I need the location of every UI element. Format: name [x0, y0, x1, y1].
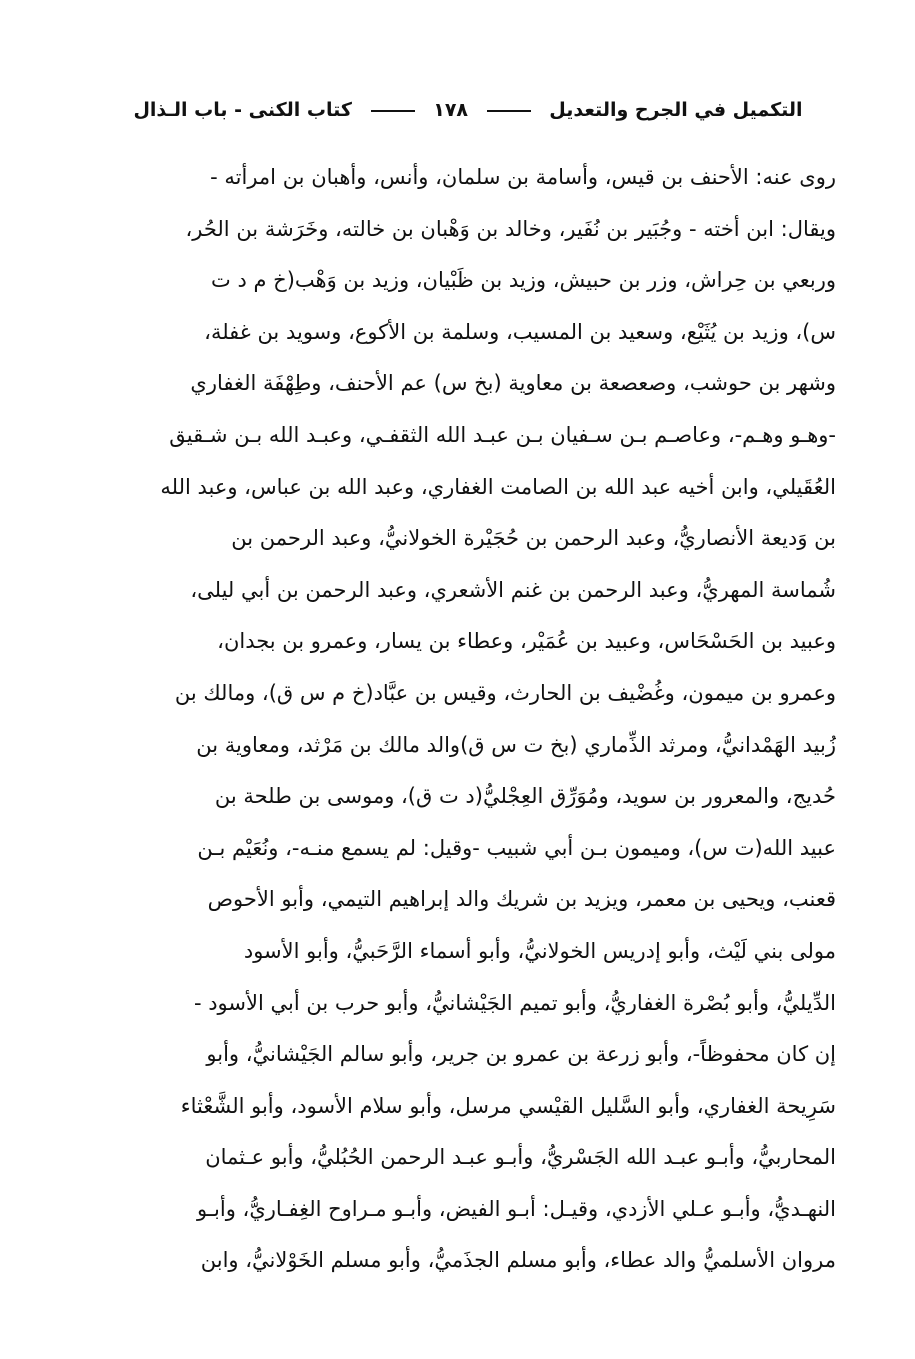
running-header [118, 92, 818, 128]
header-section-title: كتاب الكنى - باب الـذال [133, 99, 352, 121]
text-line: العُقَيلي، وابن أخيه عبد الله بن الصامت الغفاري، وعبد الله بن عباس، وعبد الله [160, 474, 836, 499]
header-dash [487, 110, 531, 112]
text-line: مولى بني لَيْث، وأبو إدريس الخولانيُّ، وأبو أسماء الرَّحَبيُّ، وأبو الأسود [243, 938, 836, 963]
text-line: النهـديُّ، وأبـو عـلي الأزدي، وقيـل: أبـو الفيض، وأبـو مـراوح الغِفـاريُّ، وأبـو [197, 1196, 836, 1221]
text-line: وشهر بن حوشب، وصعصعة بن معاوية (بخ س) عم الأحنف، وطِهْفَة الغفاري [190, 371, 836, 396]
header-book-title: التكميل في الجرح والتعديل [549, 99, 803, 121]
text-line: قعنب، ويحيى بن معمر، ويزيد بن شريك والد إبراهيم التيمي، وأبو الأحوص [207, 887, 836, 912]
text-line: روى عنه: الأحنف بن قيس، وأسامة بن سلمان، وأنس، وأهبان بن امرأته - [210, 165, 836, 189]
text-line: إن كان محفوظاً-، وأبو زرعة بن عمرو بن جرير، وأبو سالم الجَيْشانيُّ، وأبو [206, 1042, 836, 1067]
text-line: وعمرو بن ميمون، وغُضْيف بن الحارث، وقيس بن عبَّاد(خ م س ق)، ومالك بن [174, 680, 836, 705]
text-line: عبيد الله(ت س)، وميمون بـن أبي شبيب -وقيل: لم يسمع منـه-، ونُعَيْم بـن [197, 835, 836, 860]
text-line: ويقال: ابن أخته - وجُبَير بن نُفَير، وخالد بن وَهْبان بن خالته، وخَرَشة بن الحُر، [185, 216, 836, 241]
text-line: شُماسة المهريُّ، وعبد الرحمن بن غنم الأشعري، وعبد الرحمن بن أبي ليلى، [190, 577, 836, 602]
text-line: سَرِيحة الغفاري، وأبو السَّليل القيْسي مرسل، وأبو سلام الأسود، وأبو الشَّعْثاء [180, 1093, 836, 1118]
header-dash [371, 110, 415, 112]
text-line: حُديج، والمعرور بن سويد، ومُوَرِّق العِجْليُّ(د ت ق)، وموسى بن طلحة بن [214, 784, 836, 809]
text-line: زُبيد الهَمْدانيُّ، ومرثد الذِّماري (بخ ت س ق)والد مالك بن مَرْثد، ومعاوية بن [196, 732, 836, 757]
text-line: الدِّيليُّ، وأبو بُصْرة الغفاريُّ، وأبو تميم الجَيْشانيُّ، وأبو حرب بن أبي الأسود - [193, 990, 836, 1015]
text-line: س)، وزيد بن يُثَيْع، وسعيد بن المسيب، وسلمة بن الأكوع، وسويد بن غفلة، [204, 319, 836, 344]
text-line: المحاربيُّ، وأبـو عبـد الله الجَسْريُّ، وأبـو عبـد الرحمن الحُبُليُّ، وأبو عـثمان [205, 1145, 836, 1170]
text-line: بن وَديعة الأنصاريُّ، وعبد الرحمن بن حُجَيْرة الخولانيُّ، وعبد الرحمن بن [231, 526, 836, 551]
page-number: ١٧٨ [433, 99, 469, 121]
main-text [100, 152, 836, 1287]
text-line: -وهـو وهـم-، وعاصـم بـن سـفيان بـن عبـد الله الثقفـي، وعبـد الله بـن شـقيق [169, 422, 836, 447]
text-line: وعبيد بن الحَسْحَاس، وعبيد بن عُمَيْر، وعطاء بن يسار، وعمرو بن بجدان، [217, 629, 836, 654]
text-line: مروان الأسلميُّ والد عطاء، وأبو مسلم الجذَميُّ، وأبو مسلم الخَوْلانيُّ، وابن [200, 1248, 836, 1273]
text-line: وربعي بن حِراش، وزر بن حبيش، وزيد بن ظَبْيان، وزيد بن وَهْب(خ م د ت [211, 268, 836, 293]
